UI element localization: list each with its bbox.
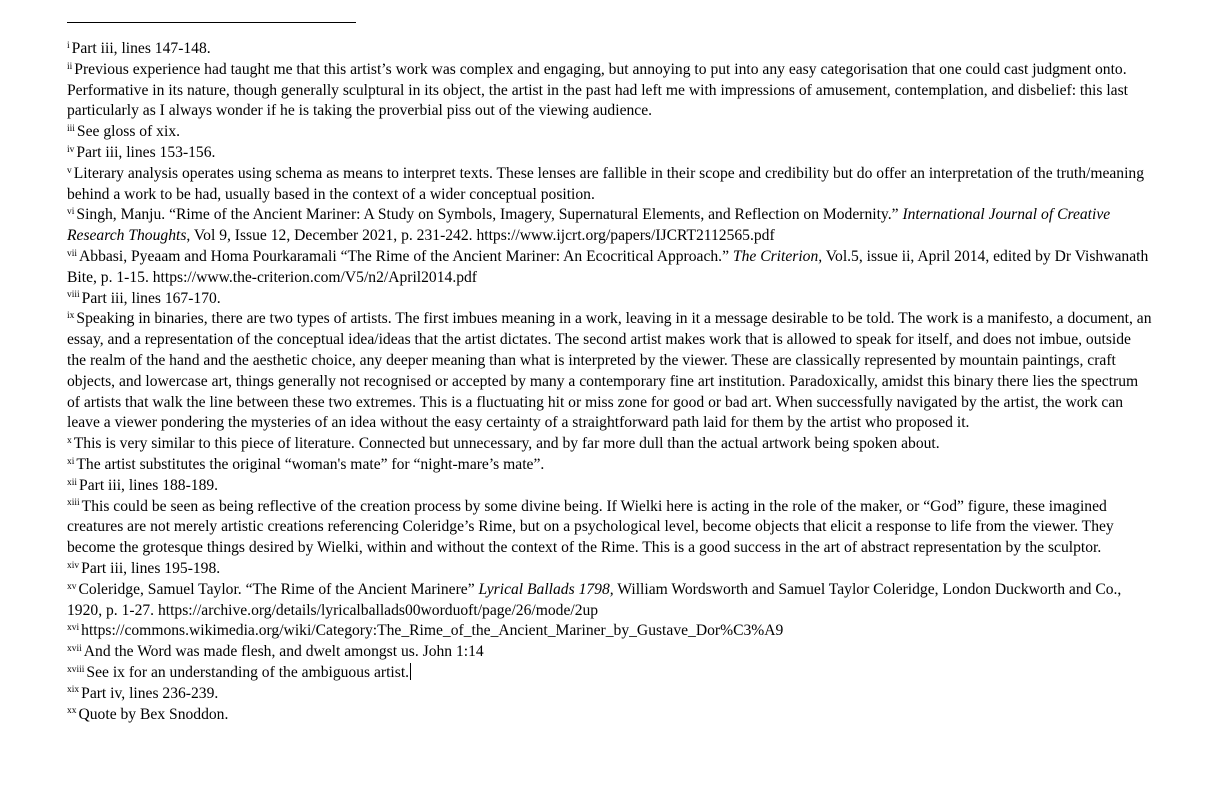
endnote-xviii[interactable] — [67, 663, 1152, 684]
endnote-xv[interactable] — [67, 580, 1152, 622]
endnote-x[interactable] — [67, 434, 1152, 455]
endnote-text: Part iv, lines 236-239. — [81, 684, 219, 702]
endnote-text: https://commons.wikimedia.org/wiki/Category:The_Rime_of_the_Ancient_Mariner_by_Gustave_Dor%C3%A9 — [81, 622, 784, 640]
endnote-text: Previous experience had taught me that this artist’s work was complex and engaging, but annoying to put into any easy categorisation that one could cast judgment onto. Performative in its nature, though generally sculptural in its object, the artist in the past had left me with impressions of amusement, contemplation, and disbelief: this last particularly as I always wonder if he is taking the proverbial piss out of the viewing audience. — [67, 60, 1129, 120]
endnote-v[interactable] — [67, 164, 1152, 206]
endnotes-list[interactable] — [67, 39, 1152, 725]
endnote-text: Part iii, lines 147-148. — [71, 40, 211, 57]
footnote-separator — [67, 22, 356, 23]
endnote-text: The artist substitutes the original “woman's mate” for “night-mare’s mate”. — [76, 455, 545, 473]
endnote-xx[interactable] — [67, 705, 1152, 726]
endnote-marker: iv — [67, 144, 75, 155]
endnote-text: See ix for an understanding of the ambiguous artist. — [86, 663, 410, 681]
endnote-xi[interactable] — [67, 455, 1152, 476]
endnote-text: This could be seen as being reflective of the creation process by some divine being. If Wielki here is acting in the role of the maker, or “God” figure, these imagined creatures are not merely artistic creations referencing Coleridge’s Rime, but on a psychological level, become objects that elicit a response to life from the viewer. They become the grotesque things desired by Wielki, within and without the context of the Rime. This is a good success in the art of abstract representation by the sculptor. — [67, 497, 1114, 557]
endnote-marker: xiv — [67, 560, 80, 571]
endnote-marker: ix — [67, 311, 75, 322]
endnote-ii[interactable] — [67, 60, 1152, 122]
endnote-iv[interactable] — [67, 143, 1152, 164]
endnote-xix[interactable] — [67, 684, 1152, 705]
endnote-marker: ii — [67, 61, 73, 72]
endnote-text: Literary analysis operates using schema as means to interpret texts. These lenses are fallible in their scope and credibility but do offer an interpretation of the truth/meaning behind a work to be had, usually based in the context of a wider conceptual position. — [67, 164, 1145, 203]
endnote-text: Part iii, lines 167-170. — [81, 289, 221, 307]
endnote-text: Part iii, lines 153-156. — [76, 143, 216, 161]
endnote-text: Singh, Manju. “Rime of the Ancient Mariner: A Study on Symbols, Imagery, Supernatural Elements, and Reflection on Modernity.” — [76, 206, 903, 224]
endnote-vii[interactable] — [67, 247, 1152, 289]
text-cursor — [410, 663, 411, 680]
endnote-marker: xix — [67, 685, 80, 696]
endnote-xiv[interactable] — [67, 559, 1152, 580]
endnote-marker: viii — [67, 290, 80, 301]
endnote-marker: xv — [67, 581, 77, 592]
endnote-text: William Wordsworth and Samuel Taylor Coleridge, London Duckworth and Co., 1920, p. 1-27. https://archive.org/details/lyricalballads00worduoft/page/26/mode/2up — [67, 580, 1122, 619]
endnote-xvii[interactable] — [67, 642, 1152, 663]
endnote-iii[interactable] — [67, 122, 1152, 143]
endnote-italic-text: International Journal of Creative Research Thoughts — [67, 206, 1111, 245]
endnote-marker: iii — [67, 123, 75, 134]
endnote-i[interactable] — [67, 39, 1152, 60]
endnote-text: See gloss of xix. — [76, 123, 181, 141]
endnote-text: Part iii, lines 188-189. — [79, 476, 219, 494]
endnote-ix[interactable] — [67, 309, 1152, 434]
endnote-marker: xvi — [67, 623, 80, 634]
endnote-marker: xx — [67, 706, 77, 717]
endnote-text: Coleridge, Samuel Taylor. “The Rime of the Ancient Marinere” — [78, 580, 479, 598]
endnote-text: Speaking in binaries, there are two types of artists. The first imbues meaning in a work, leaving in it a message desirable to be told. The work is a manifesto, a document, an essay, and a representation of the conceptual idea/ideas that the artist dictates. The second artist makes work that is allowed to speak for itself, and does not imbue, outside the realm of the hand and the aesthetic choice, any deeper meaning than what is interpreted by the viewer. These are classically represented by mountain paintings, craft objects, and lowercase art, things generally not recognised or accepted by many a contemporary fine art institution. Paradoxically, amidst this binary there lies the spectrum of artists that walk the line between these two extremes. This is a fluctuating hit or miss zone for good or bad art. When successfully navigated by the artist, the work can leave a viewer pondering the mysteries of an idea without the easy certainty of a straightforward path laid for them by the artist who proposed it. — [67, 310, 1152, 432]
endnote-marker: i — [67, 40, 70, 51]
endnote-xii[interactable] — [67, 476, 1152, 497]
endnote-xiii[interactable] — [67, 497, 1152, 559]
endnote-viii[interactable] — [67, 289, 1152, 310]
endnote-marker: vii — [67, 248, 78, 259]
endnote-marker: xvii — [67, 643, 82, 654]
endnote-marker: v — [67, 165, 72, 176]
endnote-marker: vi — [67, 207, 75, 218]
endnote-marker: x — [67, 435, 72, 446]
endnote-xvi[interactable] — [67, 621, 1152, 642]
endnote-text: And the Word was made flesh, and dwelt amongst us. John 1:14 — [83, 643, 484, 661]
endnote-text: This is very similar to this piece of literature. Connected but unnecessary, and by far more dull than the actual artwork being spoken about. — [73, 435, 940, 453]
endnote-marker: xi — [67, 456, 75, 467]
endnote-text: Part iii, lines 195-198. — [81, 559, 221, 577]
endnote-vi[interactable] — [67, 205, 1152, 247]
endnote-italic-text: Lyrical Ballads 1798, — [478, 580, 614, 598]
endnote-marker: xiii — [67, 498, 80, 509]
endnote-marker: xii — [67, 477, 78, 488]
endnote-text: Quote by Bex Snoddon. — [78, 705, 229, 723]
endnote-marker: xviii — [67, 664, 85, 675]
endnote-text: Abbasi, Pyeaam and Homa Pourkaramali “The Rime of the Ancient Mariner: An Ecocritical Approach.” — [79, 247, 733, 265]
endnote-text: Vol.5, issue ii, April 2014, edited by Dr Vishwanath Bite, p. 1-15. https://www.the-criterion.com/V5/n2/April2014.pdf — [67, 247, 1149, 286]
endnote-text: , Vol 9, Issue 12, December 2021, p. 231-242. https://www.ijcrt.org/papers/IJCRT2112565.pdf — [186, 227, 775, 245]
endnote-italic-text: The Criterion, — [732, 247, 823, 265]
